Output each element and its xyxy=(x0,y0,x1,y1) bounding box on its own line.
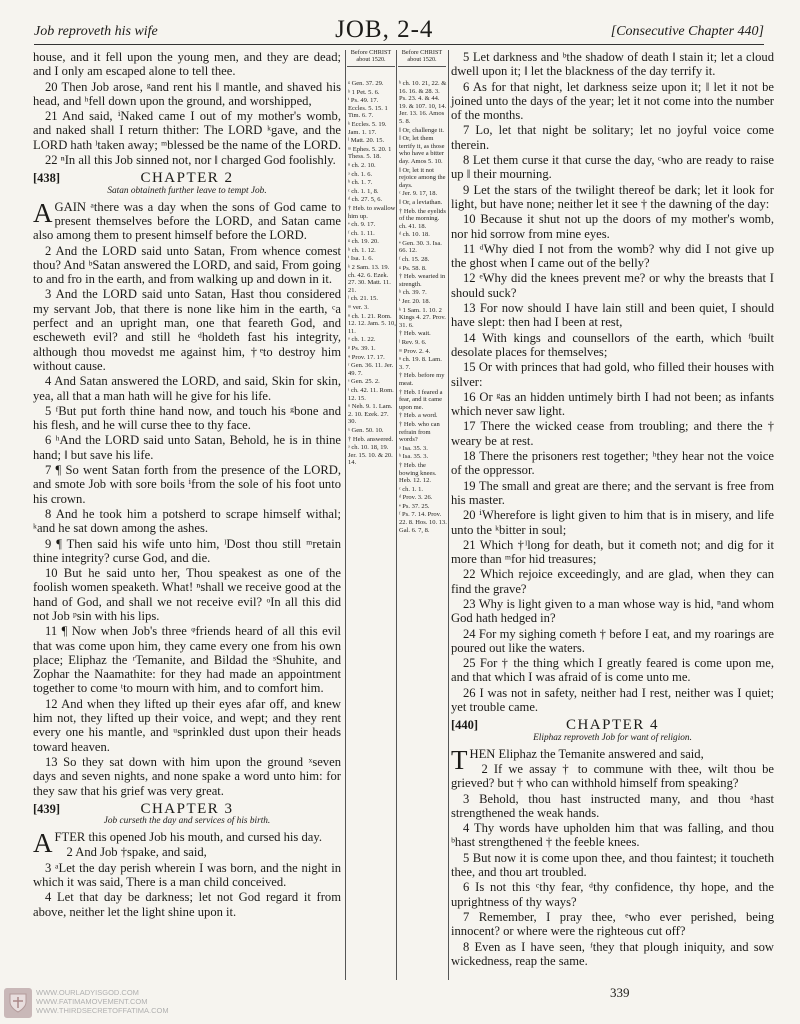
verse: 3 Behold, thou hast instructed many, and thou ᵃhast strengthened the weak hands. xyxy=(451,791,774,820)
consecutive-chapter-number: [440] xyxy=(451,718,479,733)
verse: 21 Which †ˡlong for death, but it cometh not; and dig for it more than ᵐfor hid treasures; xyxy=(451,537,774,567)
cross-reference: † Heb. to swallow him up. xyxy=(348,204,396,220)
chapter-4-heading xyxy=(451,718,774,743)
verse: 4 And Satan answered the LORD, and said, Skin for skin, yea, all that a man hath will he give for his life. xyxy=(33,374,341,403)
drop-cap: A xyxy=(33,197,53,228)
shield-logo-icon xyxy=(4,988,32,1018)
verse: 5 Let darkness and ᵇthe shadow of death ‖ stain it; let a cloud dwell upon it; ‖ let the blackness of the day terrify it. xyxy=(451,50,774,79)
verse: 9 ¶ Then said his wife unto him, ˡDost thou still ᵐretain thine integrity? curse God, and die. xyxy=(33,536,341,565)
cross-reference: ‖ Or, let it not rejoice among the days. xyxy=(399,166,446,189)
verse xyxy=(33,197,341,243)
cross-reference: ‖ Or, a leviathan. xyxy=(399,198,443,206)
cross-reference: ᵐ Ephes. 5. 20. 1 Thess. 5. 18. xyxy=(348,145,392,161)
verse: 17 There the wicked cease from troubling; and there the † weary be at rest. xyxy=(451,419,774,448)
cross-reference: ⁿ ch. 19. 8. Lam. 3. 7. xyxy=(399,356,442,371)
cross-reference: ˢ Gen. 25. 2. xyxy=(348,378,380,386)
verse: 22 Which rejoice exceedingly, and are glad, when they can find the grave? xyxy=(451,567,774,596)
cross-reference: † Heb. I feared a fear, and it came upon me. xyxy=(399,388,443,411)
cross-reference: ᵉ Ps. 37. 25. xyxy=(399,502,430,510)
cross-reference: ᶜ ch. 1. 1. xyxy=(399,485,424,493)
chapter-title: CHAPTER 4 xyxy=(565,717,660,734)
header-book-title: JOB, 2-4 xyxy=(335,16,434,43)
cross-reference: ᵏ 2 Sam. 13. 19. ch. 42. 6. Ezek. 27. 30. Matt. 11. 21. xyxy=(348,264,391,294)
verse-text: HEN Eliphaz the Temanite answered and said, xyxy=(469,746,704,761)
before-christ-label: Before CHRIST about 1520. xyxy=(398,50,446,67)
cross-reference: ⁿ ch. 2. 10. xyxy=(348,161,376,169)
verse: 18 There the prisoners rest together; ʰthey hear not the voice of the oppressor. xyxy=(451,449,774,478)
verse: house, and it fell upon the young men, and they are dead; and I only am escaped alone to tell thee. xyxy=(33,50,341,79)
cross-reference: ⁱ Ps. 49. 17. Eccles. 5. 15. 1 Tim. 6. 7. xyxy=(348,97,388,120)
verse: 8 And he took him a potsherd to scrape himself withal; ᵏand he sat down among the ashes. xyxy=(33,506,341,536)
verse: 16 Or ᵍas an hidden untimely birth I had not been; as infants which never saw light. xyxy=(451,389,774,419)
verse: 14 With kings and counsellors of the earth, which ᶠbuilt desolate places for themselves; xyxy=(451,330,774,359)
drop-cap: T xyxy=(451,744,468,775)
verse-text: FTER this opened Job his mouth, and cursed his day. xyxy=(54,830,322,845)
verse: 26 I was not in safety, neither had I rest, neither was I quiet; yet trouble came. xyxy=(451,685,774,715)
cross-reference: † Heb. before my meat. xyxy=(399,372,445,387)
cross-reference: ⁿ ch. 1. 21. Rom. 12. 12. Jam. 5. 10, 11. xyxy=(348,312,396,335)
cross-reference: † Heb. wait. xyxy=(399,330,431,338)
verse: 3 And the LORD said unto Satan, Hast thou considered my servant Job, that there is none like him in the earth, ᶜa perfect and an upright man, one that feareth God, and escheweth evil? and still he ᵈholdeth fast his integrity, although thou movedst me against him, †ᵉto destroy him without cause. xyxy=(33,287,341,373)
verse: 21 And said, ⁱNaked came I out of my mother's womb, and naked shall I return thither: The LORD ᵏgave, and the LORD hath ˡtaken away; ᵐblessed be the name of the LORD. xyxy=(33,109,341,152)
watermark-url: WWW.THIRDSECRETOFFATIMA.COM xyxy=(36,1006,169,1015)
header-chapter-number: [Consecutive Chapter 440] xyxy=(610,24,764,39)
running-header xyxy=(34,14,764,45)
verse: 10 Because it shut not up the doors of my mother's womb, nor hid sorrow from mine eyes. xyxy=(451,212,774,241)
chapter-title: CHAPTER 2 xyxy=(140,170,234,187)
chapter-2-heading xyxy=(33,171,341,196)
cross-reference: ʳ Gen. 36. 11. Jer. 49. 7. xyxy=(348,362,394,377)
cross-reference: ᵖ Ps. 39. 1. xyxy=(348,345,376,352)
verse: 15 Or with princes that had gold, who filled their houses with silver: xyxy=(451,360,774,389)
left-text-column xyxy=(33,50,341,920)
verse: 10 But he said unto her, Thou speakest as one of the foolish women speaketh. What! ⁿshall we receive good at the hand of God, and shall we not receive evil? ᵒIn all this did not Job ᵖsin with his lips. xyxy=(33,566,341,623)
verse: 5 But now it is come upon thee, and thou faintest; it toucheth thee, and thou art troubled. xyxy=(451,850,774,880)
cross-reference: ᵍ Ps. 58. 8. xyxy=(399,264,427,272)
verse: 11 ¶ Now when Job's three ᵠfriends heard of all this evil that was come upon him, they came every one from his own place; Eliphaz the ʳTemanite, and Bildad the ˢShuhite, and Zophar the Naamathite: for they had made an appointment together to come ᵗto mourn with him, and to comfort him. xyxy=(33,624,341,696)
verse: 24 For my sighing cometh † before I eat, and my roarings are poured out like the waters. xyxy=(451,626,774,655)
header-left-title: Job reproveth his wife xyxy=(34,24,158,39)
cross-reference: ᵃ ch. 10. 18, 19. Jer. 15. 10. & 20. 14. xyxy=(348,444,393,467)
column-divider xyxy=(396,50,397,980)
cross-reference: ˡ Rev. 9. 6. xyxy=(399,339,427,346)
verse: 6 ʰAnd the LORD said unto Satan, Behold, he is in thine hand; ‖ but save his life. xyxy=(33,433,341,462)
cross-reference: ᶠ ch. 15. 28. xyxy=(399,256,430,264)
cross-reference: ʰ ch. 1. 12. xyxy=(348,246,376,254)
cross-reference: † Heb. wearied in strength. xyxy=(399,273,446,288)
cross-reference: † Heb. answered. xyxy=(348,435,394,443)
verse: 23 Why is light given to a man whose way is hid, ⁿand whom God hath hedged in? xyxy=(451,596,774,626)
cross-reference-list xyxy=(348,80,396,468)
cross-reference: ᶜ ch. 1. 1, 8. xyxy=(348,187,379,195)
chapter-summary: Eliphaz reproveth Job for want of religion. xyxy=(533,732,692,743)
verse: 2 And Job †spake, and said, xyxy=(66,845,207,860)
cross-reference: ᵇ Isa. 35. 3. xyxy=(399,453,429,461)
cross-reference: ᵈ Prov. 3. 26. xyxy=(399,494,433,502)
verse: 2 And the LORD said unto Satan, From whence comest thou? And ᵇSatan answered the LORD, and said, From going to and fro in the earth, and from walking up and down in it. xyxy=(33,243,341,287)
cross-reference: ᵗ ch. 42. 11. Rom. 12. 15. xyxy=(348,386,394,402)
cross-reference: ʰ ch. 39. 7. xyxy=(399,289,427,297)
cross-reference: ᵈ ch. 10. 18. xyxy=(399,231,430,239)
cross-reference: ˡ Matt. 20. 15. xyxy=(348,137,385,145)
right-text-column xyxy=(451,50,774,969)
verse: 4 Let that day be darkness; let not God regard it from above, neither let the light shine upon it. xyxy=(33,890,341,919)
watermark xyxy=(4,988,169,1018)
verse: 12 And when they lifted up their eyes afar off, and knew him not, they lifted up their voice, and wept; and they rent every one his mantle, and ᵘsprinkled dust upon their heads toward heaven. xyxy=(33,696,341,754)
verse: 7 ¶ So went Satan forth from the presence of the LORD, and smote Job with sore boils ⁱfrom the sole of his foot unto his crown. xyxy=(33,463,341,506)
cross-reference: ˡ ch. 21. 15. xyxy=(348,295,378,303)
chapter-summary: Satan obtaineth further leave to tempt Job. xyxy=(107,185,267,196)
marginal-references xyxy=(345,50,449,980)
verse: 9 Let the stars of the twilight thereof be dark; let it look for light, but have none; neither let it see † the dawning of the day: xyxy=(451,182,774,211)
cross-reference: ᵉ ch. 9. 17. xyxy=(348,221,376,229)
cross-reference: ᵘ Neh. 9. 1. Lam. 2. 10. Ezek. 27. 30. xyxy=(348,403,393,426)
cross-reference: ᵃ Isa. 35. 3. xyxy=(399,444,428,452)
cross-reference: ᶠ ch. 1. 11. xyxy=(348,229,375,237)
verse: 13 For now should I have lain still and been quiet, I should have slept: then had I been at rest, xyxy=(451,301,774,330)
cross-reference: ᵈ ch. 27. 5, 6. xyxy=(348,196,383,204)
verse: 19 The small and great are there; and the servant is free from his master. xyxy=(451,478,774,507)
cross-reference: ᵇ ch. 10. 21, 22. & 16. 16. & 28. 3. Ps. 23. 4. & 44. 19. & 107. 10, 14. Jer. 13. 16. Amos 5. 8. xyxy=(399,80,447,125)
cross-reference: ˣ Gen. 50. 10. xyxy=(348,426,384,434)
verse: 8 Even as I have seen, ᶠthey that plough iniquity, and sow wickedness, reap the same. xyxy=(451,939,774,968)
verse xyxy=(451,744,774,775)
cross-reference: ᵃ ch. 1. 6. xyxy=(348,170,373,178)
verse: 2 If we assay † to commune with thee, wilt thou be grieved? but † who can withhold himself from speaking? xyxy=(451,761,774,791)
cross-reference: † Heb. the bowing knees. Heb. 12. 12. xyxy=(399,461,437,485)
cross-reference: ᵠ Prov. 17. 17. xyxy=(348,353,385,361)
verse: 3 ᵃLet the day perish wherein I was born, and the night in which it was said, There is a man child conceived. xyxy=(33,860,341,890)
cross-reference: ᵐ Prov. 2. 4. xyxy=(399,347,431,355)
consecutive-chapter-number: [439] xyxy=(33,801,61,816)
cross-reference: † Heb. a word. xyxy=(399,412,438,420)
before-christ-label: Before CHRIST about 1520. xyxy=(347,50,395,67)
cross-reference: ᵒ ch. 1. 22. xyxy=(348,336,376,344)
cross-reference: ⁱ Jer. 20. 18. xyxy=(399,298,431,306)
verse: 13 So they sat down with him upon the ground ˣseven days and seven nights, and none spake a word unto him: for they saw that his grief was very great. xyxy=(33,754,341,798)
cross-reference: ᵐ ver. 3. xyxy=(348,304,369,312)
cross-reference: ᶠ Ps. 7. 14. Prov. 22. 8. Hos. 10. 13. Gal. 6. 7, 8. xyxy=(399,511,447,534)
consecutive-chapter-number: [438] xyxy=(33,171,61,186)
verse-text: GAIN ᵃthere was a day when the sons of God came to present themselves before the LORD, and Satan came also among them to present himself before the LORD. xyxy=(33,199,341,243)
watermark-url: WWW.FATIMAMOVEMENT.COM xyxy=(36,997,148,1006)
cross-reference: † Heb. who can refrain from words? xyxy=(399,420,440,444)
cross-reference: ᵇ ch. 1. 7. xyxy=(348,179,373,187)
chapter-3-heading xyxy=(33,802,341,827)
verse: 5 ᶠBut put forth thine hand now, and touch his ᵍbone and his flesh, and he will curse thee to thy face. xyxy=(33,403,341,433)
chapter-title: CHAPTER 3 xyxy=(140,800,234,817)
cross-reference-list xyxy=(399,80,447,535)
verse: 22 ⁿIn all this Job sinned not, nor ‖ charged God foolishly. xyxy=(45,153,336,168)
cross-reference: † Heb. the eyelids of the morning. ch. 41. 18. xyxy=(399,207,446,230)
cross-reference: ᵏ Eccles. 5. 19. Jam. 1. 17. xyxy=(348,120,387,136)
verse: 6 As for that night, let darkness seize upon it; ‖ let it not be joined unto the days of the year; let it not come into the number of the months. xyxy=(451,79,774,123)
verse: 20 Then Job arose, ᵍand rent his ‖ mantle, and shaved his head, and ʰfell down upon the ground, and worshipped, xyxy=(33,79,341,108)
page-number: 339 xyxy=(610,985,630,1000)
cross-reference: ᵉ Gen. 30. 3. Isa. 66. 12. xyxy=(399,239,442,255)
cross-reference: ‖ Or, let them terrify it, as those who have a bitter day. Amos 5. 10. xyxy=(399,135,445,165)
verse: 4 Thy words have upholden him that was falling, and thou ᵇhast strengthened † the feeble knees. xyxy=(451,821,774,850)
cross-reference: ʰ 1 Pet. 5. 6. xyxy=(348,88,380,96)
chapter-summary: Job curseth the day and services of his birth. xyxy=(103,816,271,827)
verse: 11 ᵈWhy died I not from the womb? why did I not give up the ghost when I came out of the belly? xyxy=(451,241,774,271)
cross-reference: ⁱ Isa. 1. 6. xyxy=(348,255,374,263)
verse: 7 Lo, let that night be solitary; let no joyful voice come therein. xyxy=(451,123,774,152)
verse: 7 Remember, I pray thee, ᵉwho ever perished, being innocent? or where were the righteous cut off? xyxy=(451,909,774,939)
verse: 20 ⁱWherefore is light given to him that is in misery, and life unto the ᵏbitter in soul; xyxy=(451,508,774,537)
cross-reference: ‖ Or, challenge it. xyxy=(399,126,445,134)
cross-reference: ᵍ Gen. 37. 29. xyxy=(348,80,384,87)
verse: 6 Is not this ᶜthy fear, ᵈthy confidence, thy hope, and the uprightness of thy ways? xyxy=(451,880,774,909)
verse: 8 Let them curse it that curse the day, ᶜwho are ready to raise up ‖ their mourning. xyxy=(451,153,774,182)
drop-cap: A xyxy=(33,828,53,859)
verse: 25 For † the thing which I greatly feared is come upon me, and that which I was afraid of is come unto me. xyxy=(451,656,774,685)
cross-reference: ᵍ ch. 19. 20. xyxy=(348,238,379,246)
cross-reference: ᶜ Jer. 9. 17, 18. xyxy=(399,190,438,198)
cross-reference: ᵏ 1 Sam. 1. 10. 2 Kings 4. 27. Prov. 31. 6. xyxy=(399,306,446,329)
watermark-url: WWW.OURLADYISGOD.COM xyxy=(36,988,139,997)
verse: 12 ᵉWhy did the knees prevent me? or why the breasts that I should suck? xyxy=(451,271,774,300)
